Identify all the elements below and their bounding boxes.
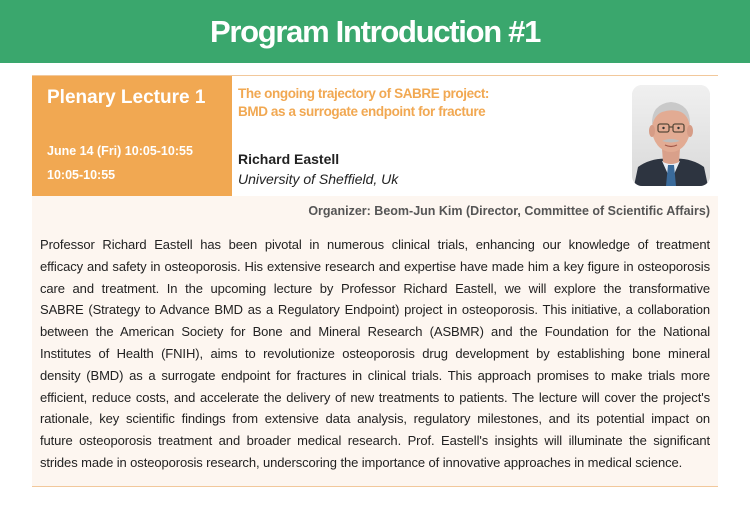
- page-header: [0, 0, 750, 63]
- description-line: SABRE (Strategy to Advance BMD as a Regulatory Endpoint) project in osteoporosis. This initiative, a collaboration: [40, 302, 710, 318]
- page-title: Program Introduction #1: [209, 13, 541, 49]
- lecture-info-panel: [32, 76, 232, 196]
- description-line: strides made in osteoporosis research, underscoring the importance of innovative approaches in medical science.: [40, 454, 683, 470]
- lecture-date: June 14 (Fri) 10:05-10:55: [47, 144, 193, 158]
- description-line: Professor Richard Eastell has been pivotal in numerous clinical trials, enhancing our knowledge of treatment: [40, 237, 710, 252]
- description-line: future osteoporosis treatment and broader medical research. Prof. Eastell's insights will illuminate the significant: [40, 433, 710, 449]
- talk-info-panel: [232, 76, 718, 196]
- description-line: efficacy and safety in osteoporosis. His extensive research and expertise have made him a key figure in osteoporosis: [40, 258, 710, 274]
- lecture-label: Plenary Lecture 1: [47, 87, 206, 108]
- speaker-portrait-image: [632, 85, 710, 186]
- description-line: rationale, key scientific findings from extensive data analysis, regulatory milestones, and its potential impact on: [40, 411, 710, 427]
- description-line: density (BMD) as a surrogate endpoint for fractures in clinical trials. This approach promises to make trials more: [40, 367, 710, 383]
- speaker-affiliation: University of Sheffield, Uk: [238, 171, 399, 187]
- description-line: between the American Society for Bone and Mineral Research (ASBMR) and the Foundation for the National: [40, 324, 710, 340]
- description-line: Institutes of Health (FNIH), aims to revolutionize osteoporosis drug development by establishing bone mineral: [40, 345, 710, 361]
- lecture-description: [40, 234, 710, 474]
- organizer-line: Organizer: Beom-Jun Kim (Director, Committee of Scientific Affairs): [308, 204, 710, 218]
- speaker-photo: [632, 85, 710, 186]
- talk-title-line-1: The ongoing trajectory of SABRE project:: [238, 86, 490, 101]
- lecture-card: [32, 75, 718, 487]
- description-line: efficient, reduce costs, and accelerate the delivery of new treatments to patients. The lecture will cover the project's: [40, 389, 710, 405]
- talk-title: [238, 85, 618, 121]
- speaker-name: Richard Eastell: [238, 151, 340, 167]
- talk-title-line-2: BMD as a surrogate endpoint for fracture: [238, 104, 486, 119]
- lecture-time: 10:05-10:55: [47, 168, 116, 182]
- description-line: care and treatment. In the upcoming lecture by Professor Richard Eastell, we will explore the transformative: [40, 280, 710, 296]
